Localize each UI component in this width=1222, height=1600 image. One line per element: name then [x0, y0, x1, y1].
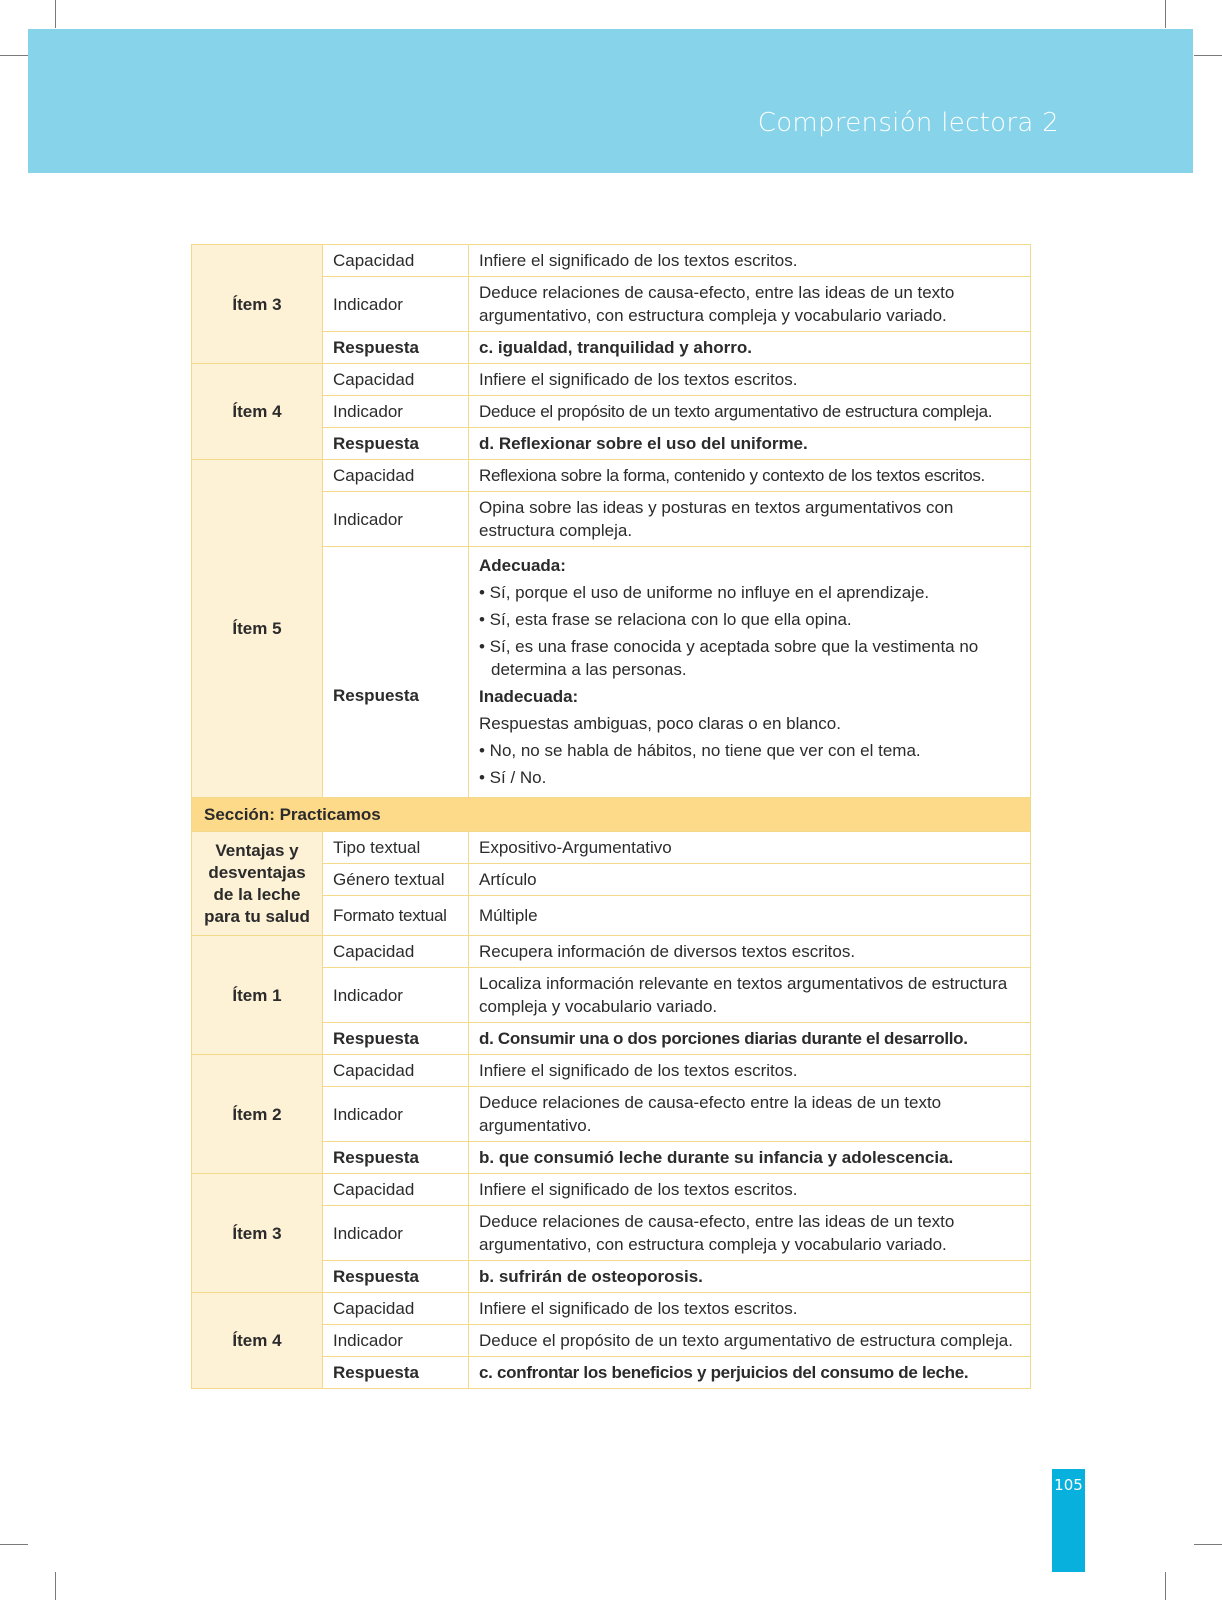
list-item: • Sí, esta frase se relaciona con lo que ella opina. [479, 610, 852, 629]
table-row [192, 832, 1031, 864]
inadecuada-heading: Inadecuada: [479, 687, 579, 706]
item-label: Ítem 5 [192, 460, 323, 798]
capacidad-label: Capacidad [323, 936, 469, 968]
list-item: • Sí, porque el uso de uniforme no influye en el aprendizaje. [479, 583, 930, 602]
genero-label: Género textual [323, 864, 469, 896]
table-row [192, 1293, 1031, 1325]
respuesta-label: Respuesta [323, 1023, 469, 1055]
crop-mark [1165, 0, 1166, 28]
indicador-value: Deduce el propósito de un texto argumentativo de estructura compleja. [469, 1325, 1031, 1357]
table-row [192, 936, 1031, 968]
crop-mark [0, 55, 28, 56]
indicador-value: Deduce relaciones de causa-efecto, entre las ideas de un texto argumentativo, con estructura compleja y vocabulario variado. [469, 277, 1031, 332]
genero-value: Artículo [469, 864, 1031, 896]
crop-mark [55, 1572, 56, 1600]
section-row [192, 798, 1031, 832]
formato-value: Múltiple [469, 896, 1031, 936]
respuesta-value: d. Reflexionar sobre el uso del uniforme. [469, 428, 1031, 460]
evaluation-table [191, 244, 1031, 1389]
indicador-value: Localiza información relevante en textos argumentativos de estructura compleja y vocabulario variado. [469, 968, 1031, 1023]
table-row [192, 364, 1031, 396]
formato-label: Formato textual [323, 896, 469, 936]
indicador-label: Indicador [323, 1206, 469, 1261]
capacidad-label: Capacidad [323, 1293, 469, 1325]
crop-mark [55, 0, 56, 28]
adecuada-heading: Adecuada: [479, 556, 566, 575]
item-label: Ítem 1 [192, 936, 323, 1055]
list-item: • Sí / No. [479, 768, 547, 787]
crop-mark [1194, 55, 1222, 56]
respuesta-value: b. sufrirán de osteoporosis. [469, 1261, 1031, 1293]
indicador-label: Indicador [323, 277, 469, 332]
indicador-label: Indicador [323, 492, 469, 547]
indicador-label: Indicador [323, 1325, 469, 1357]
list-item: • Sí, es una frase conocida y aceptada sobre que la vestimenta no determina a las personas. [479, 637, 979, 679]
respuesta-value: c. igualdad, tranquilidad y ahorro. [469, 332, 1031, 364]
item-label: Ítem 3 [192, 245, 323, 364]
tipo-label: Tipo textual [323, 832, 469, 864]
inadecuada-note: Respuestas ambiguas, poco claras o en blanco. [479, 714, 841, 733]
capacidad-value: Recupera información de diversos textos escritos. [469, 936, 1031, 968]
capacidad-value: Infiere el significado de los textos escritos. [469, 364, 1031, 396]
capacidad-value: Infiere el significado de los textos escritos. [469, 245, 1031, 277]
header-band [28, 29, 1193, 173]
respuesta-label: Respuesta [323, 547, 469, 798]
indicador-value: Deduce el propósito de un texto argumentativo de estructura compleja. [469, 396, 1031, 428]
capacidad-value: Infiere el significado de los textos escritos. [469, 1293, 1031, 1325]
item-label: Ítem 3 [192, 1174, 323, 1293]
capacidad-label: Capacidad [323, 460, 469, 492]
indicador-label: Indicador [323, 968, 469, 1023]
indicador-label: Indicador [323, 396, 469, 428]
page-title: Comprensión lectora 2 [757, 108, 1059, 138]
indicador-label: Indicador [323, 1087, 469, 1142]
indicador-value: Deduce relaciones de causa-efecto entre la ideas de un texto argumentativo. [469, 1087, 1031, 1142]
respuesta-value: b. que consumió leche durante su infancia y adolescencia. [469, 1142, 1031, 1174]
capacidad-value: Infiere el significado de los textos escritos. [469, 1055, 1031, 1087]
crop-mark [1165, 1572, 1166, 1600]
list-item: • No, no se habla de hábitos, no tiene que ver con el tema. [479, 741, 921, 760]
capacidad-value: Reflexiona sobre la forma, contenido y contexto de los textos escritos. [469, 460, 1031, 492]
table-row [192, 1055, 1031, 1087]
page-number: 105 [1054, 1476, 1083, 1494]
indicador-value: Opina sobre las ideas y posturas en textos argumentativos con estructura compleja. [469, 492, 1031, 547]
capacidad-value: Infiere el significado de los textos escritos. [469, 1174, 1031, 1206]
respuesta-label: Respuesta [323, 1357, 469, 1389]
item-label: Ítem 4 [192, 1293, 323, 1389]
respuesta-label: Respuesta [323, 332, 469, 364]
item-label: Ítem 4 [192, 364, 323, 460]
capacidad-label: Capacidad [323, 1055, 469, 1087]
capacidad-label: Capacidad [323, 364, 469, 396]
capacidad-label: Capacidad [323, 1174, 469, 1206]
indicador-value: Deduce relaciones de causa-efecto, entre las ideas de un texto argumentativo, con estructura compleja y vocabulario variado. [469, 1206, 1031, 1261]
tipo-value: Expositivo-Argumentativo [469, 832, 1031, 864]
crop-mark [0, 1544, 28, 1545]
respuesta-value: d. Consumir una o dos porciones diarias durante el desarrollo. [469, 1023, 1031, 1055]
section-title: Sección: Practicamos [192, 798, 1031, 832]
text-title: Ventajas y desventajas de la leche para tu salud [192, 832, 323, 936]
item-label: Ítem 2 [192, 1055, 323, 1174]
respuesta-label: Respuesta [323, 1142, 469, 1174]
table-row [192, 1174, 1031, 1206]
capacidad-label: Capacidad [323, 245, 469, 277]
crop-mark [1194, 1544, 1222, 1545]
respuesta-value [469, 547, 1031, 798]
respuesta-label: Respuesta [323, 1261, 469, 1293]
respuesta-label: Respuesta [323, 428, 469, 460]
respuesta-value: c. confrontar los beneficios y perjuicios del consumo de leche. [469, 1357, 1031, 1389]
table-row [192, 245, 1031, 277]
table-row [192, 460, 1031, 492]
